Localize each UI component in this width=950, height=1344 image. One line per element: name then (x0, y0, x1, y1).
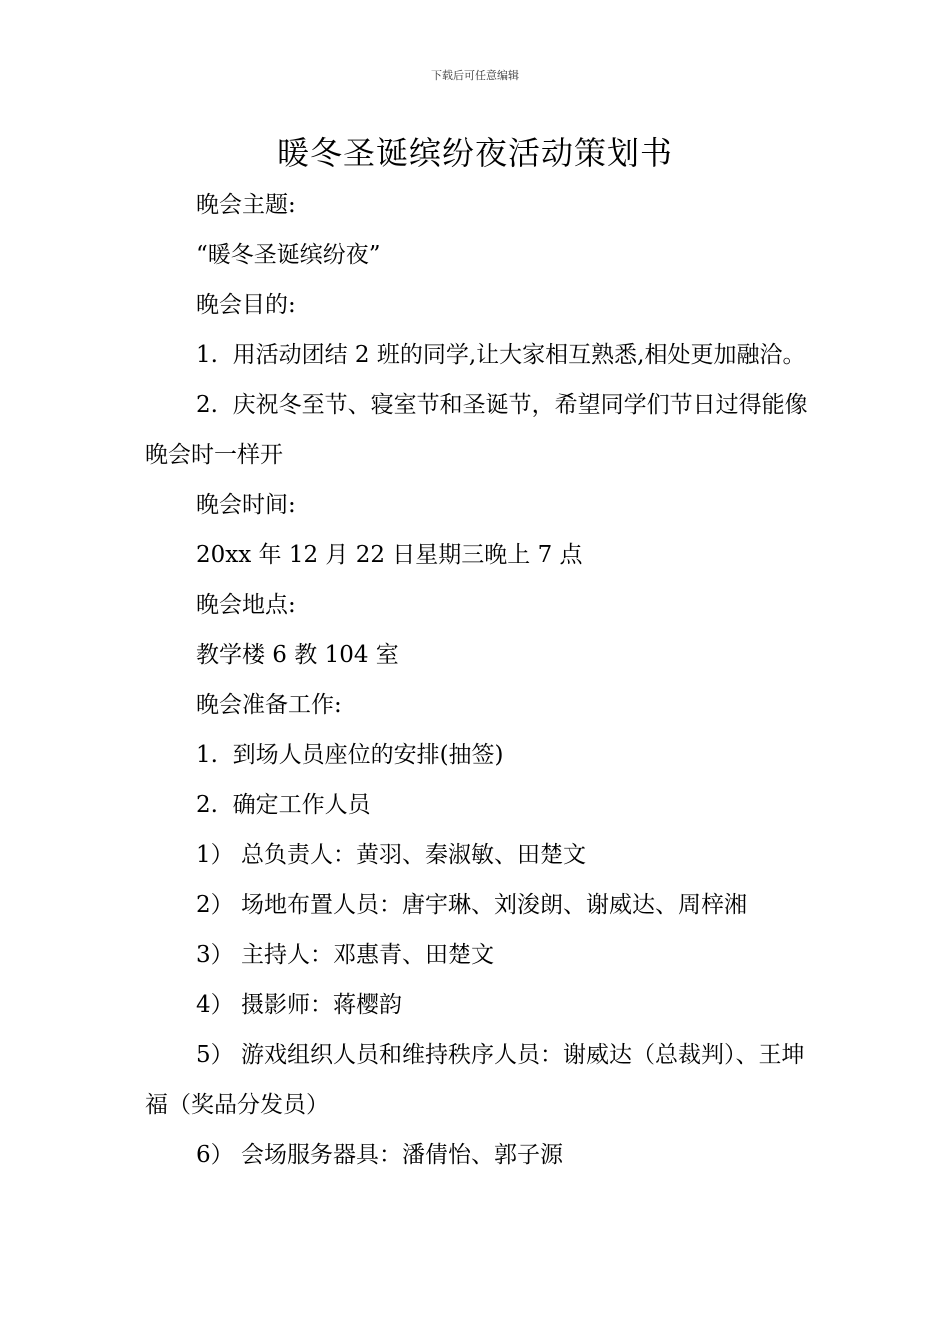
paragraph: 20xx 年 12 月 22 日星期三晚上 7 点 (196, 542, 583, 568)
paragraph: “暖冬圣诞缤纷夜” (196, 242, 381, 268)
paragraph: 3） 主持人：邓惠青、田楚文 (196, 942, 494, 968)
paragraph: 4） 摄影师：蒋樱韵 (196, 992, 402, 1018)
paragraph: 晚会地点: (196, 592, 296, 618)
paragraph: 晚会主题: (196, 192, 296, 218)
paragraph: 6） 会场服务器具：潘倩怡、郭子源 (196, 1142, 563, 1168)
paragraph: 2. 确定工作人员 (196, 792, 371, 818)
paragraph: 晚会目的: (196, 292, 296, 318)
paragraph: 5） 游戏组织人员和维持秩序人员：谢威达（总裁判）、王坤福（奖品分发员） (145, 1042, 805, 1118)
document-title: 暖冬圣诞缤纷夜活动策划书 (276, 134, 673, 172)
document-body (145, 180, 815, 1180)
paragraph: 1. 到场人员座位的安排(抽签) (196, 742, 504, 768)
paragraph: 教学楼 6 教 104 室 (196, 642, 399, 668)
paragraph: 2. 庆祝冬至节、寝室节和圣诞节，希望同学们节日过得能像晚会时一样开 (145, 392, 808, 468)
paragraph: 1） 总负责人：黄羽、秦淑敏、田楚文 (196, 842, 586, 868)
paragraph: 晚会时间: (196, 492, 296, 518)
page-header-note: 下载后可任意编辑 (431, 69, 519, 82)
paragraph: 1. 用活动团结 2 班的同学,让大家相互熟悉,相处更加融洽。 (196, 342, 806, 368)
paragraph: 晚会准备工作: (196, 692, 342, 718)
paragraph: 2） 场地布置人员：唐宇琳、刘浚朗、谢威达、周梓湘 (196, 892, 747, 918)
